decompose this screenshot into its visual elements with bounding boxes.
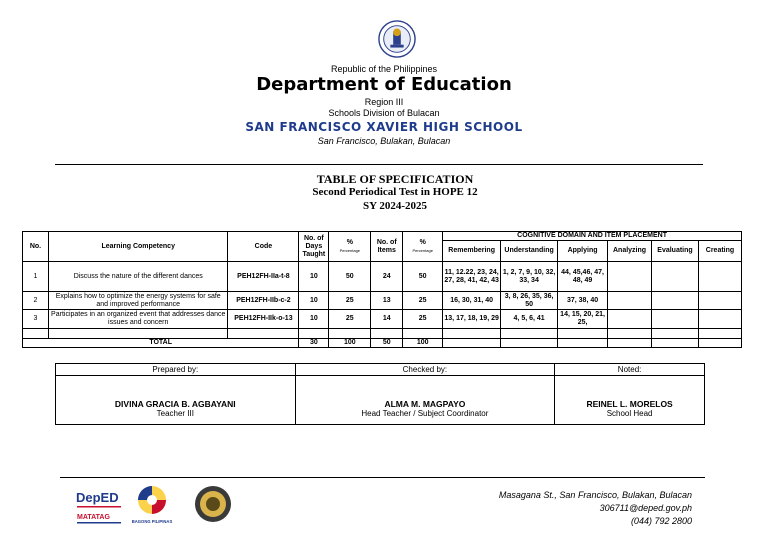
col-analyzing: Analyzing xyxy=(608,241,652,262)
cell-no: 3 xyxy=(23,310,49,329)
col-percent-label: Percentage xyxy=(339,247,361,253)
cell-evaluating xyxy=(652,310,699,329)
header-divider xyxy=(55,164,703,165)
noted-label: Noted: xyxy=(555,364,705,376)
cell-days: 10 xyxy=(299,292,329,310)
cell-creating xyxy=(698,310,741,329)
department-title: Department of Education xyxy=(256,74,512,95)
cell-remembering: 11, 12.22, 23, 24, 27, 28, 41, 42, 43 xyxy=(443,262,501,292)
col-percent2-sign: % xyxy=(419,238,426,246)
total-percent: 100 xyxy=(329,339,371,348)
cell-creating xyxy=(698,292,741,310)
prepared-label: Prepared by: xyxy=(56,364,296,376)
cell-code: PEH12FH-IIk-o-13 xyxy=(228,310,299,329)
table-row xyxy=(23,310,742,329)
school-name: SAN FRANCISCO XAVIER HIGH SCHOOL xyxy=(245,120,523,134)
bagong-pilipinas-logo xyxy=(130,484,175,526)
cell-percent: 25 xyxy=(329,310,371,329)
cell-remembering: 13, 17, 18, 19, 29 xyxy=(443,310,501,329)
col-percent2 xyxy=(403,232,443,262)
col-understanding: Understanding xyxy=(501,241,558,262)
cell-code: PEH12FH-IIb-c-2 xyxy=(228,292,299,310)
cell-days: 10 xyxy=(299,310,329,329)
cell-percent2: 50 xyxy=(403,262,443,292)
cell-competency: Explains how to optimize the energy systems for safe and improved performance xyxy=(48,292,228,310)
total-label: TOTAL xyxy=(23,339,299,348)
cell-percent: 50 xyxy=(329,262,371,292)
cell-competency: Participates in an organized event that addresses dance issues and concern xyxy=(48,310,228,329)
cell-percent2: 25 xyxy=(403,310,443,329)
col-competency: Learning Competency xyxy=(48,232,228,262)
footer-phone: (044) 792 2800 xyxy=(630,516,692,526)
cell-competency: Discuss the nature of the different dances xyxy=(48,262,228,292)
prepared-signatory xyxy=(56,376,296,425)
cell-items: 14 xyxy=(371,310,403,329)
footer-email: 306711@deped.gov.ph xyxy=(599,503,692,513)
cell-applying: 14, 15, 20, 21, 25, xyxy=(558,310,608,329)
cell-percent2: 25 xyxy=(403,292,443,310)
total-percent2: 100 xyxy=(403,339,443,348)
cell-remembering: 16, 30, 31, 40 xyxy=(443,292,501,310)
checked-signatory xyxy=(295,376,555,425)
noted-title: School Head xyxy=(606,409,653,418)
cell-analyzing xyxy=(608,262,652,292)
logo-deped-text: DepED xyxy=(76,490,119,505)
signatories-table xyxy=(55,363,705,425)
footer-divider xyxy=(60,477,705,478)
republic-line: Republic of the Philippines xyxy=(330,64,438,74)
col-remembering: Remembering xyxy=(443,241,501,262)
cell-code: PEH12FH-IIa-t-8 xyxy=(228,262,299,292)
cell-creating xyxy=(698,262,741,292)
deped-matatag-logo xyxy=(75,486,123,526)
col-applying: Applying xyxy=(558,241,608,262)
prepared-title: Teacher III xyxy=(156,409,194,418)
col-evaluating: Evaluating xyxy=(652,241,699,262)
cell-applying: 37, 38, 40 xyxy=(558,292,608,310)
col-percent-sign: % xyxy=(346,238,353,246)
cell-percent: 25 xyxy=(329,292,371,310)
cell-analyzing xyxy=(608,310,652,329)
col-items: No. of Items xyxy=(371,232,403,262)
cell-items: 24 xyxy=(371,262,403,292)
checked-title: Head Teacher / Subject Coordinator xyxy=(361,409,489,418)
col-no: No. xyxy=(23,232,49,262)
col-creating: Creating xyxy=(698,241,741,262)
deped-seal-icon xyxy=(378,20,416,58)
col-code: Code xyxy=(228,232,299,262)
table-row xyxy=(23,292,742,310)
col-cognitive-domain: COGNITIVE DOMAIN AND ITEM PLACEMENT xyxy=(443,232,742,241)
footer-address: Masagana St., San Francisco, Bulakan, Bulacan xyxy=(498,490,692,500)
doc-title: TABLE OF SPECIFICATION xyxy=(316,172,474,186)
school-address: San Francisco, Bulakan, Bulacan xyxy=(317,136,451,146)
footer-contact xyxy=(499,489,692,528)
cell-understanding: 3, 8, 26, 35, 36, 50 xyxy=(501,292,558,310)
col-percent2-label: Percentage xyxy=(412,247,433,253)
checked-label: Checked by: xyxy=(295,364,555,376)
total-items: 50 xyxy=(371,339,403,348)
noted-signatory xyxy=(555,376,705,425)
prepared-name: DIVINA GRACIA B. AGBAYANI xyxy=(114,399,236,409)
division-line: Schools Division of Bulacan xyxy=(328,108,440,118)
logo-bagong-text: BAGONG PILIPINAS xyxy=(131,519,173,524)
doc-school-year: SY 2024-2025 xyxy=(362,200,428,212)
cell-analyzing xyxy=(608,292,652,310)
doc-subtitle: Second Periodical Test in HOPE 12 xyxy=(312,186,478,198)
cell-applying: 44, 45,46, 47, 48, 49 xyxy=(558,262,608,292)
division-seal-icon xyxy=(190,484,236,524)
total-days: 30 xyxy=(299,339,329,348)
cell-items: 13 xyxy=(371,292,403,310)
cell-understanding: 4, 5, 6, 41 xyxy=(501,310,558,329)
col-percent xyxy=(329,232,371,262)
cell-no: 1 xyxy=(23,262,49,292)
region-line: Region III xyxy=(364,97,404,107)
total-row xyxy=(23,339,742,348)
logo-matatag-text: MATATAG xyxy=(77,514,110,521)
empty-row xyxy=(23,329,742,339)
cell-days: 10 xyxy=(299,262,329,292)
checked-name: ALMA M. MAGPAYO xyxy=(384,399,466,409)
col-days: No. of Days Taught xyxy=(299,232,329,262)
table-row xyxy=(23,262,742,292)
cell-evaluating xyxy=(652,292,699,310)
specification-table xyxy=(22,231,742,348)
noted-name: REINEL L. MORELOS xyxy=(586,399,673,409)
cell-understanding: 1, 2, 7, 9, 10, 32, 33, 34 xyxy=(501,262,558,292)
cell-evaluating xyxy=(652,262,699,292)
cell-no: 2 xyxy=(23,292,49,310)
